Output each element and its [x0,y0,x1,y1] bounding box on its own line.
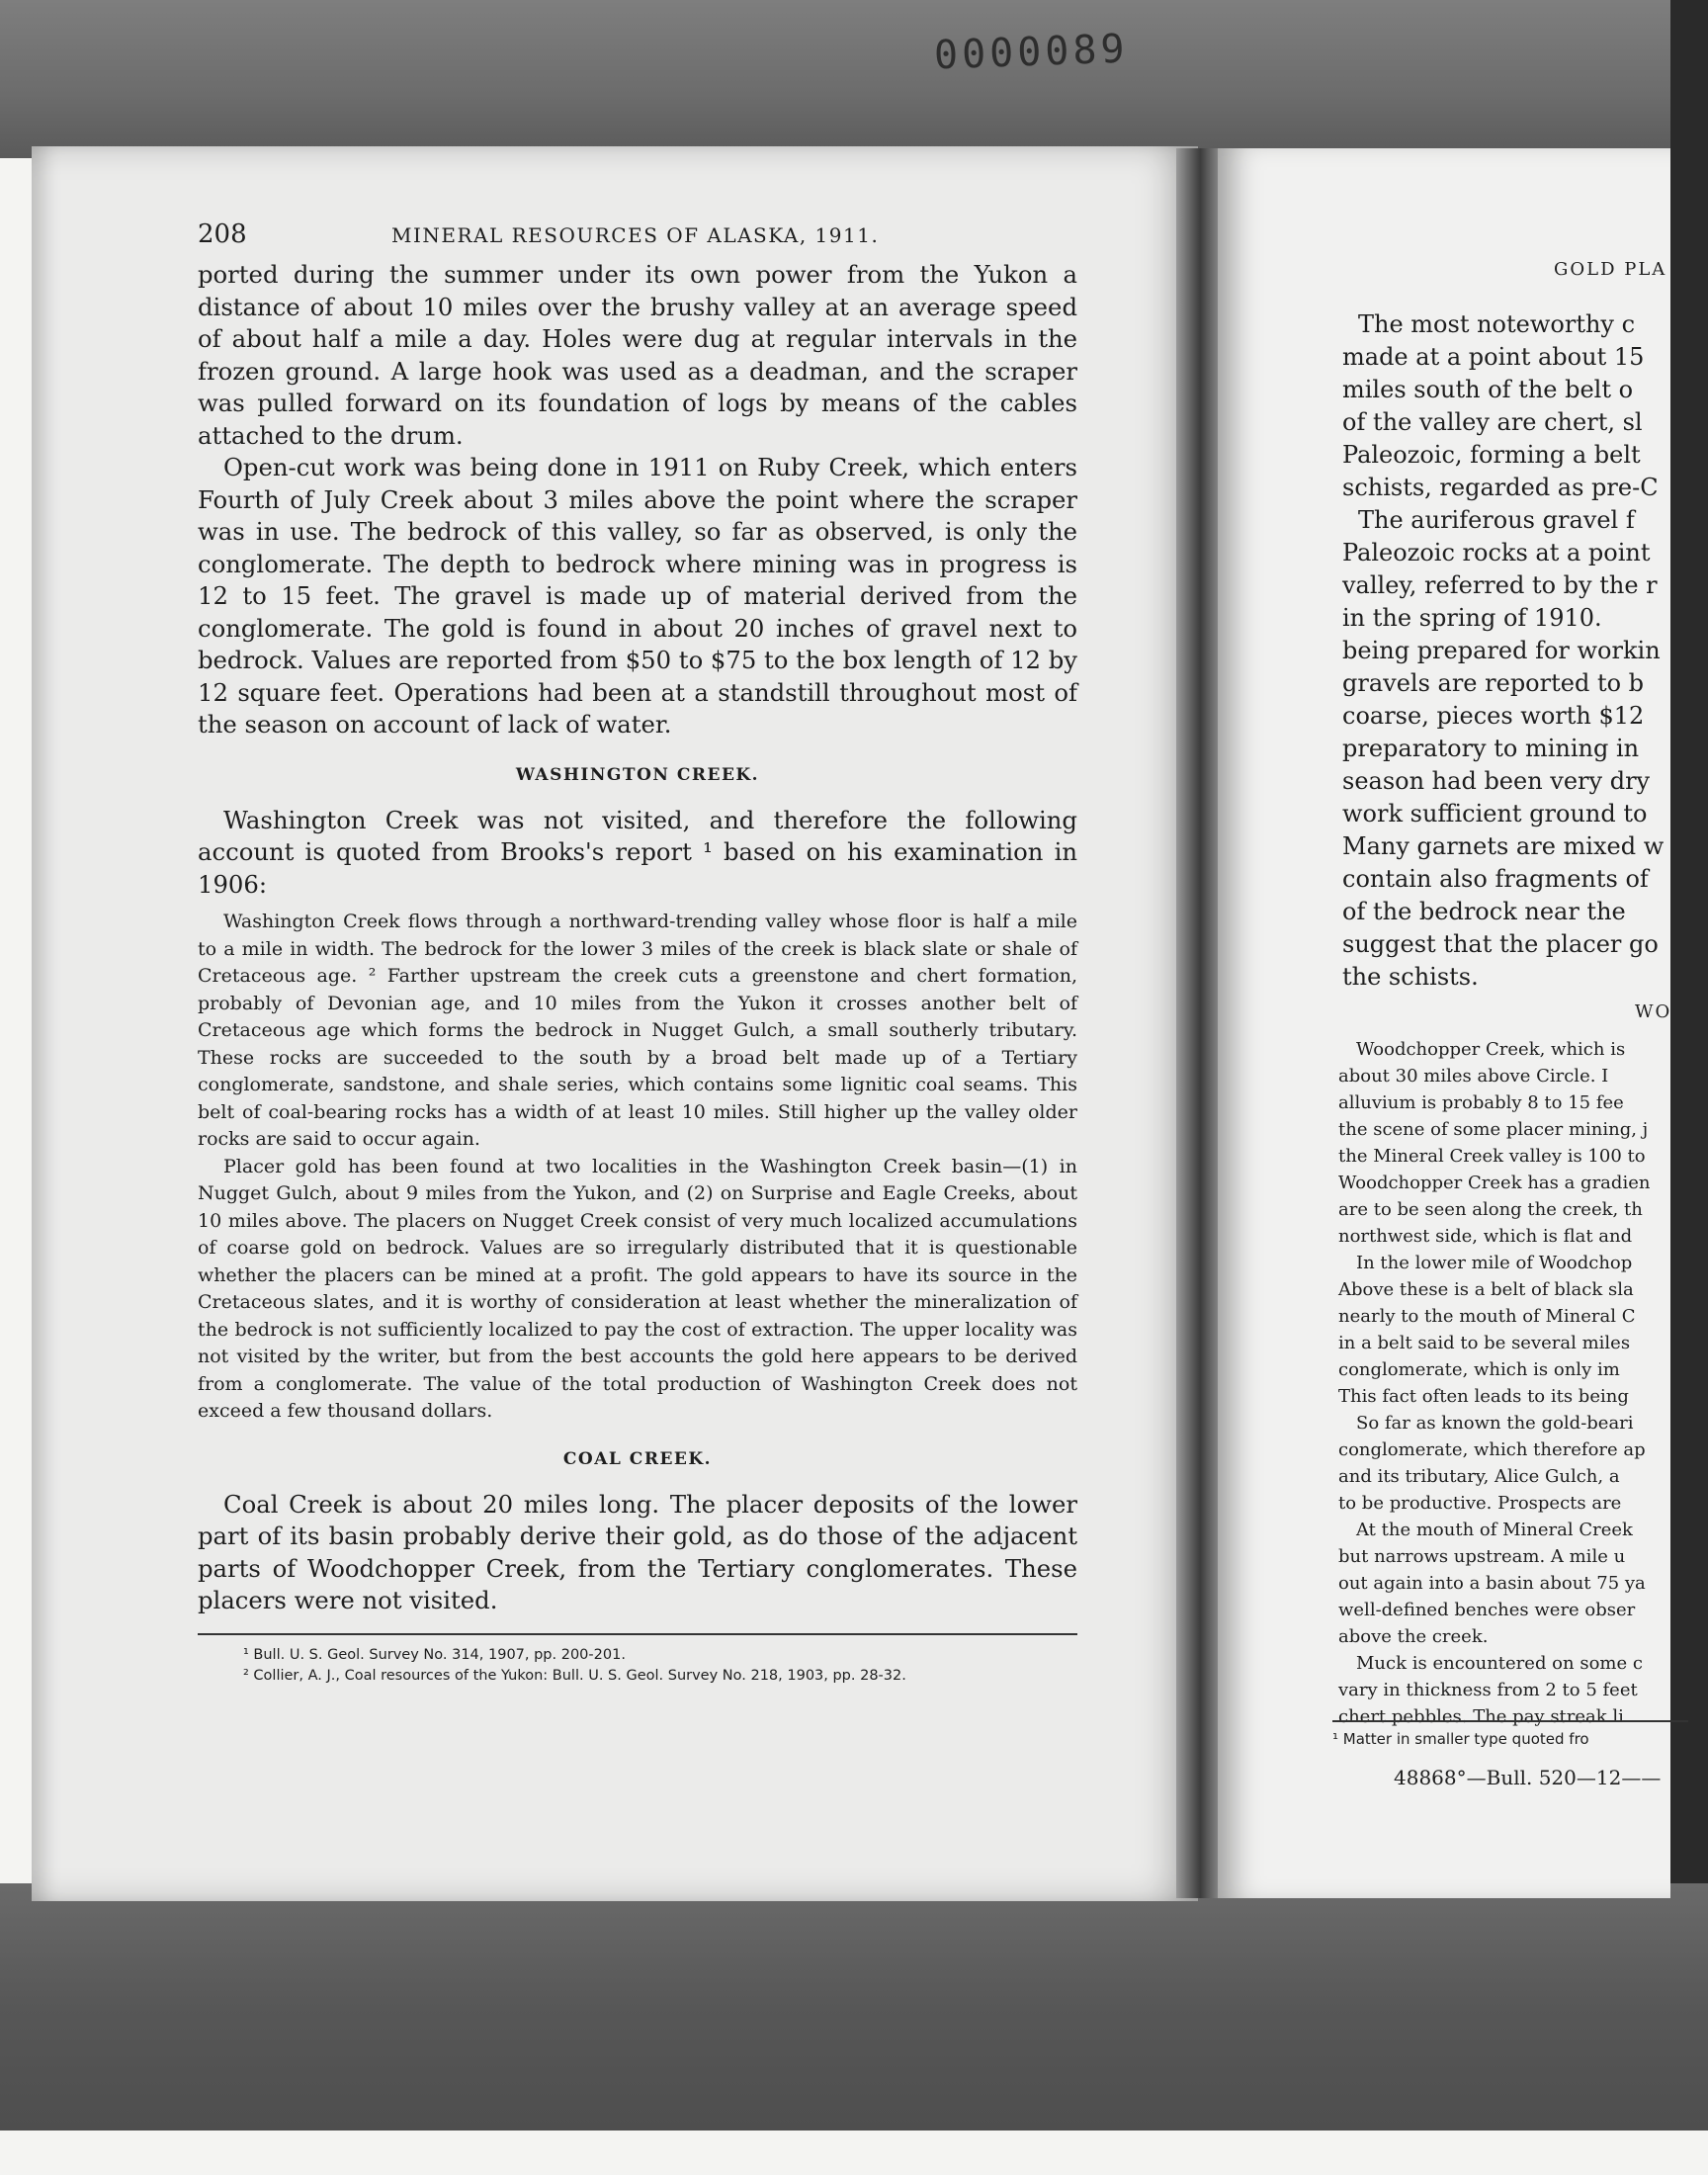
right-small-line: the scene of some placer mining, j [1338,1119,1649,1140]
right-small-line: At the mouth of Mineral Creek [1356,1520,1633,1540]
quote-paragraph-geology: Washington Creek flows through a northward-trending valley whose floor is half a mile to a mile in width. The bedrock for the lower 3 miles of the creek is black slate or shale of Cretaceous age. ² Farther upstream the creek cuts a greenstone and chert formation, probably of Devonian age, and 10 miles from the Yukon it crosses another belt of Cretaceous age which forms the bedrock in Nugget Gulch, a small southerly tributary. These rocks are succeeded to the south by a broad belt made up of a Tertiary conglomerate, sandstone, and shale series, which contains some lignitic coal seams. This belt of coal-bearing rocks has a width of at least 10 miles. Still higher up the valley older rocks are said to occur again. [198,911,1077,1150]
footnote-1: ¹ Bull. U. S. Geol. Survey No. 314, 1907, pp. 200-201. [243,1646,626,1663]
printer-mark: 48868°—Bull. 520—12—— [1394,1766,1662,1789]
right-small-line: Above these is a belt of black sla [1338,1279,1634,1300]
right-running-title: GOLD PLA [1554,259,1667,280]
paragraph-washington-intro: Washington Creek was not visited, and therefore the following account is quoted from Brooks's report ¹ based on his examination in 1906: [198,805,1077,899]
right-small-line: out again into a basin about 75 ya [1338,1573,1646,1594]
right-small-line: So far as known the gold-beari [1356,1413,1634,1434]
right-line: valley, referred to by the r [1342,571,1658,599]
right-small-line: nearly to the mouth of Mineral C [1338,1306,1636,1327]
right-small-line: chert pebbles. The pay streak li [1338,1706,1624,1727]
right-footnote-rule [1332,1720,1688,1722]
right-line: of the bedrock near the [1342,898,1626,925]
section-heading-washington-creek: WASHINGTON CREEK. [515,764,760,785]
right-line: being prepared for workin [1342,637,1661,664]
right-small-line: northwest side, which is flat and [1338,1226,1633,1247]
right-line: work sufficient ground to [1342,800,1648,827]
paragraph-scraper: ported during the summer under its own power from the Yukon a distance of about 10 miles over the brushy valley at an average speed of about half a mile a day. Holes were dug at regular intervals in the frozen ground. A large hook was used as a deadman, and the scraper was pulled forward on its foundation of logs by means of the cables attached to the drum. [198,260,1077,450]
right-line: gravels are reported to b [1342,669,1645,697]
right-line: The auriferous gravel f [1358,506,1635,534]
right-small-line: Muck is encountered on some c [1356,1653,1643,1674]
right-line: Paleozoic rocks at a point [1342,539,1651,566]
right-small-line: above the creek. [1338,1626,1489,1647]
right-small-line: alluvium is probably 8 to 15 fee [1338,1092,1624,1113]
left-page-content [198,219,1077,1687]
right-small-line: well-defined benches were obser [1338,1600,1636,1620]
right-small-line: conglomerate, which is only im [1338,1359,1620,1380]
right-footnote: ¹ Matter in smaller type quoted fro [1332,1730,1589,1748]
section-heading-coal-creek: COAL CREEK. [562,1448,713,1469]
scan-background-top [0,0,1708,158]
right-line: made at a point about 15 [1342,343,1645,371]
right-subheading: WO [1635,1001,1672,1022]
right-line: of the valley are chert, sl [1342,408,1643,436]
right-small-line: the Mineral Creek valley is 100 to [1338,1146,1646,1167]
right-page-footer [1332,1720,1688,1789]
right-small-line: are to be seen along the creek, th [1338,1199,1643,1220]
book-gutter [1176,148,1220,1898]
right-small-line: to be productive. Prospects are [1338,1493,1622,1514]
right-small-line: Woodchopper Creek has a gradien [1338,1173,1651,1193]
right-line: the schists. [1342,963,1479,991]
right-line: suggest that the placer go [1342,930,1659,958]
right-line: season had been very dry [1342,767,1651,795]
right-line: schists, regarded as pre-C [1342,474,1659,501]
right-page-body [1342,308,1698,994]
page-number: 208 [198,219,247,249]
scan-background-bottom [0,1883,1708,2131]
right-small-line: but narrows upstream. A mile u [1338,1546,1626,1567]
right-line: in the spring of 1910. [1342,604,1602,632]
paragraph-coal-creek: Coal Creek is about 20 miles long. The placer deposits of the lower part of its basin probably derive their gold, as do those of the adjacent parts of Woodchopper Creek, from the Tertiary conglomerates. These placers were not visited. [198,1489,1077,1614]
right-small-line: conglomerate, which therefore ap [1338,1439,1646,1460]
right-small-line: in a belt said to be several miles [1338,1333,1631,1353]
scan-bottom-margin [0,2131,1708,2175]
right-line: coarse, pieces worth $12 [1342,702,1645,730]
accession-number: 0000089 [933,26,1130,79]
running-title: MINERAL RESOURCES OF ALASKA, 1911. [391,223,880,247]
running-head [198,219,1077,259]
right-line: miles south of the belt o [1342,376,1634,403]
paragraph-ruby-creek: Open-cut work was being done in 1911 on Ruby Creek, which enters Fourth of July Creek about 3 miles above the point where the scraper was in use. The bedrock of this valley, so far as observed, is only the conglomerate. The depth to bedrock where mining was in progress is 12 to 15 feet. The gravel is made up of material derived from the conglomerate. The gold is found in about 20 inches of gravel next to bedrock. Values are reported from $50 to $75 to the box length of 12 by 12 square feet. Operations had been at a standstill throughout most of the season on account of lack of water. [198,453,1078,739]
right-page-quoted-text [1338,1036,1694,1730]
footnote-rule [198,1633,1077,1635]
right-small-line: about 30 miles above Circle. I [1338,1066,1609,1087]
right-line: Many garnets are mixed w [1342,832,1665,860]
right-line: Paleozoic, forming a belt [1342,441,1641,469]
right-small-line: In the lower mile of Woodchop [1356,1253,1633,1273]
footnote-2: ² Collier, A. J., Coal resources of the Yukon: Bull. U. S. Geol. Survey No. 218, 1903, pp. 28-32. [243,1667,906,1684]
right-small-line: Woodchopper Creek, which is [1356,1039,1626,1060]
quote-paragraph-placer-gold: Placer gold has been found at two localities in the Washington Creek basin—(1) in Nugget Gulch, about 9 miles from the Yukon, and (2) on Surprise and Eagle Creeks, about 10 miles above. The placers on Nugget Creek consist of very much localized accumulations of coarse gold on bedrock. Values are so irregularly distributed that it is questionable whether the placers can be mined at a profit. The gold appears to have its source in the Cretaceous slates, and it is worthy of consideration at least whether the mineralization of the bedrock is not sufficiently localized to pay the cost of extraction. The upper locality was not visited by the writer, but from the best accounts the gold here appears to be derived from a conglomerate. The value of the total production of Washington Creek does not exceed a few thousand dollars. [198,1155,1077,1422]
right-small-line: This fact often leads to its being [1338,1386,1629,1407]
quoted-report [198,909,1077,1426]
right-line: The most noteworthy c [1358,310,1636,338]
right-small-line: and its tributary, Alice Gulch, a [1338,1466,1620,1487]
right-small-line: vary in thickness from 2 to 5 feet [1338,1680,1638,1700]
right-line: preparatory to mining in [1342,735,1640,762]
right-line: contain also fragments of [1342,865,1649,893]
